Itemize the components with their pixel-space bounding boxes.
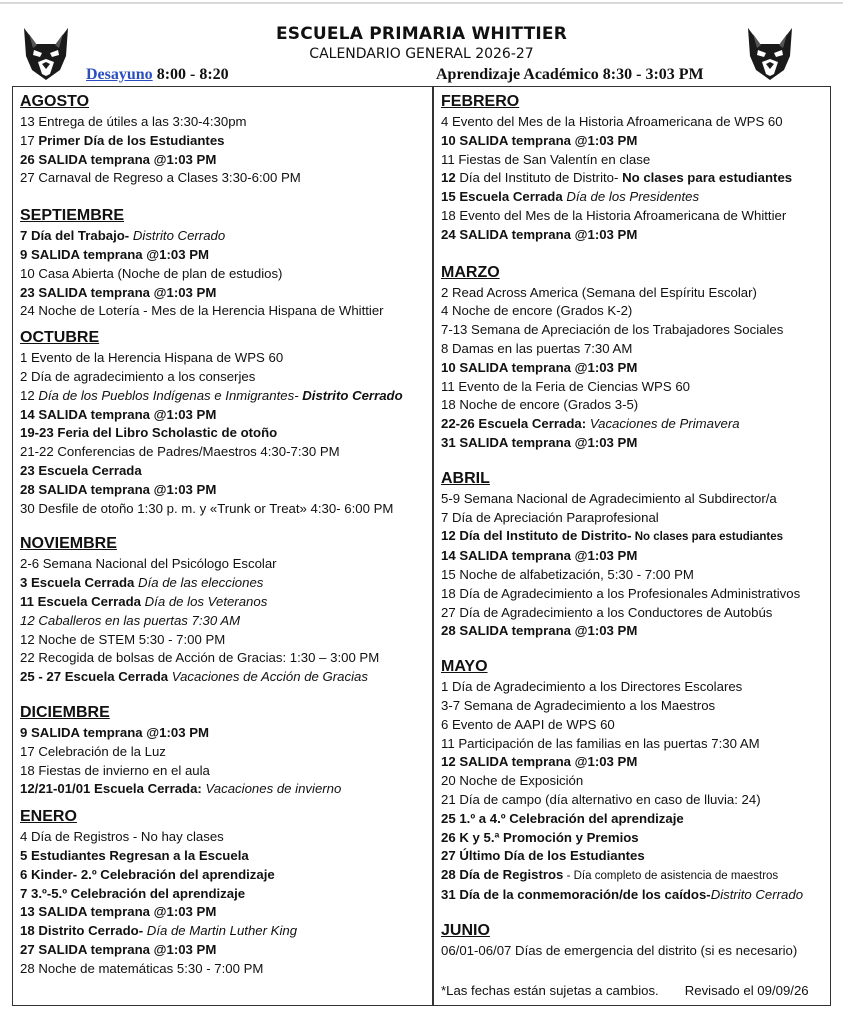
event-item: 12/21-01/01 Escuela Cerrada: Vacaciones de invierno <box>20 781 342 797</box>
month-heading: OCTUBRE <box>20 329 100 347</box>
event-item: 7 3.º-5.º Celebración del aprendizaje <box>20 885 246 901</box>
event-item: 27 Día de Agradecimiento a los Conductores de Autobús <box>441 604 773 620</box>
month-heading: DICIEMBRE <box>20 703 110 721</box>
event-item: 28 SALIDA temprana @1:03 PM <box>441 623 638 639</box>
event-item: 15 Noche de alfabetización, 5:30 - 7:00 PM <box>441 566 694 582</box>
event-item: 12 Noche de STEM 5:30 - 7:00 PM <box>20 631 226 647</box>
event-item: 22 Recogida de bolsas de Acción de Gracias: 1:30 – 3:00 PM <box>20 650 380 666</box>
event-item: 14 SALIDA temprana @1:03 PM <box>441 548 638 564</box>
event-item: 3-7 Semana de Agradecimiento a los Maestros <box>441 697 716 713</box>
event-item: 12 Día del Instituto de Distrito- No clases para estudiantes <box>441 170 793 186</box>
event-item: 18 Noche de encore (Grados 3-5) <box>441 397 639 413</box>
page-title: ESCUELA PRIMARIA WHITTIER <box>275 24 567 44</box>
month-heading: ABRIL <box>441 469 490 487</box>
event-item: 7 Día de Apreciación Paraprofesional <box>441 509 659 525</box>
event-item: 18 Distrito Cerrado- Día de Martin Luther King <box>20 923 298 939</box>
event-item: 11 Escuela Cerrada Día de los Veteranos <box>20 593 268 609</box>
month-junio <box>441 921 825 961</box>
event-item: 30 Desfile de otoño 1:30 p. m. y «Trunk or Treat» 4:30- 6:00 PM <box>20 500 394 516</box>
month-heading: ENERO <box>20 808 77 826</box>
event-item: 31 Día de la conmemoración/de los caídos-Distrito Cerrado <box>441 886 804 902</box>
month-heading: AGOSTO <box>20 93 90 110</box>
month-abril <box>441 469 825 641</box>
month-noviembre <box>20 534 428 687</box>
event-item: 9 SALIDA temprana @1:03 PM <box>20 246 209 262</box>
event-item: 5-9 Semana Nacional de Agradecimiento al Subdirector/a <box>441 490 777 506</box>
month-marzo <box>441 263 825 453</box>
month-diciembre <box>20 703 428 799</box>
page-top-rule <box>0 2 843 4</box>
event-item: 27 Carnaval de Regreso a Clases 3:30-6:00 PM <box>20 170 301 186</box>
event-item: 12 Día de los Pueblos Indígenas e Inmigrantes- Distrito Cerrado <box>20 387 403 403</box>
month-heading: SEPTIEMBRE <box>20 207 125 225</box>
event-item: 6 Evento de AAPI de WPS 60 <box>441 716 615 732</box>
month-enero <box>20 807 428 978</box>
event-item: 10 Casa Abierta (Noche de plan de estudios) <box>20 265 283 281</box>
event-item: 9 SALIDA temprana @1:03 PM <box>20 724 209 740</box>
month-heading: JUNIO <box>441 921 490 939</box>
column-divider <box>432 86 434 1006</box>
event-item: 4 Noche de encore (Grados K-2) <box>441 303 633 319</box>
event-item: 6 Kinder- 2.º Celebración del aprendizaje <box>20 866 275 882</box>
event-item: 28 Día de Registros - Día completo de asistencia de maestros <box>441 867 779 883</box>
breakfast-link[interactable]: Desayuno <box>86 66 153 83</box>
event-item: 11 Evento de la Feria de Ciencias WPS 60 <box>441 378 690 394</box>
page-subtitle: CALENDARIO GENERAL 2026-27 <box>309 46 534 62</box>
event-item: 28 Noche de matemáticas 5:30 - 7:00 PM <box>20 960 264 976</box>
event-item: 24 SALIDA temprana @1:03 PM <box>441 226 638 242</box>
event-item: 11 Fiestas de San Valentín en clase <box>441 151 651 167</box>
event-item: 25 - 27 Escuela Cerrada Vacaciones de Acción de Gracias <box>20 669 368 685</box>
event-item: 2-6 Semana Nacional del Psicólogo Escolar <box>20 556 277 572</box>
event-item: 21 Día de campo (día alternativo en caso de lluvia: 24) <box>441 791 761 807</box>
event-item: 2 Día de agradecimiento a los conserjes <box>20 368 256 384</box>
event-item: 27 Último Día de los Estudiantes <box>441 848 645 864</box>
event-item: 26 K y 5.ª Promoción y Premios <box>441 829 639 845</box>
event-item: 24 Noche de Lotería - Mes de la Herencia Hispana de Whittier <box>20 303 384 319</box>
event-item: 25 1.º a 4.º Celebración del aprendizaje <box>441 810 684 826</box>
event-item: 23 SALIDA temprana @1:03 PM <box>20 284 217 300</box>
event-item: 14 SALIDA temprana @1:03 PM <box>20 406 217 422</box>
dates-subject-to-change: *Las fechas están sujetas a cambios. <box>441 983 659 999</box>
event-item: 7-13 Semana de Apreciación de los Trabajadores Sociales <box>441 322 784 338</box>
event-item: 2 Read Across America (Semana del Espíritu Escolar) <box>441 284 757 300</box>
event-item: 13 SALIDA temprana @1:03 PM <box>20 904 217 920</box>
event-item: 17 Celebración de la Luz <box>20 743 166 759</box>
event-item: 18 Evento del Mes de la Historia Afroamericana de Whittier <box>441 207 787 223</box>
event-item: 1 Día de Agradecimiento a los Directores Escolares <box>441 679 743 695</box>
event-item: 17 Primer Día de los Estudiantes <box>20 132 225 148</box>
month-agosto <box>20 92 428 188</box>
event-item: 7 Día del Trabajo- Distrito Cerrado <box>20 228 226 244</box>
event-item: 10 SALIDA temprana @1:03 PM <box>441 132 638 148</box>
event-item: 12 Día del Instituto de Distrito- No clases para estudiantes <box>441 528 783 544</box>
month-heading: NOVIEMBRE <box>20 535 117 553</box>
event-item: 23 Escuela Cerrada <box>20 462 142 478</box>
month-heading: MAYO <box>441 658 488 676</box>
left-column <box>20 92 428 978</box>
event-item: 27 SALIDA temprana @1:03 PM <box>20 941 217 957</box>
event-item: 22-26 Escuela Cerrada: Vacaciones de Primavera <box>441 416 740 432</box>
footer-note <box>441 982 825 1001</box>
event-item: 28 SALIDA temprana @1:03 PM <box>20 481 217 497</box>
event-item: 11 Participación de las familias en las puertas 7:30 AM <box>441 735 760 751</box>
event-item: 1 Evento de la Herencia Hispana de WPS 60 <box>20 350 284 366</box>
month-febrero <box>441 92 825 245</box>
month-mayo <box>441 657 825 905</box>
month-octubre <box>20 328 428 518</box>
revision-date: Revisado el 09/09/26 <box>684 983 809 999</box>
academic-hours: Aprendizaje Académico 8:30 - 3:03 PM <box>436 66 704 83</box>
right-column <box>441 92 825 1001</box>
event-item: 18 Día de Agradecimiento a los Profesionales Administrativos <box>441 585 801 601</box>
month-heading: MARZO <box>441 263 500 281</box>
event-item: 06/01-06/07 Días de emergencia del distrito (si es necesario) <box>441 942 798 958</box>
event-item: 12 SALIDA temprana @1:03 PM <box>441 754 638 770</box>
event-item: 26 SALIDA temprana @1:03 PM <box>20 151 217 167</box>
breakfast-time: 8:00 - 8:20 <box>156 66 229 83</box>
event-item: 8 Damas en las puertas 7:30 AM <box>441 340 633 356</box>
event-item: 3 Escuela Cerrada Día de las elecciones <box>20 575 264 591</box>
event-item: 20 Noche de Exposición <box>441 773 584 789</box>
month-heading: FEBRERO <box>441 93 520 110</box>
event-item: 10 SALIDA temprana @1:03 PM <box>441 359 638 375</box>
event-item: 15 Escuela Cerrada Día de los Presidentes <box>441 189 700 205</box>
month-septiembre <box>20 206 428 321</box>
event-item: 13 Entrega de útiles a las 3:30-4:30pm <box>20 114 247 129</box>
event-item: 4 Día de Registros - No hay clases <box>20 829 224 845</box>
event-item: 18 Fiestas de invierno en el aula <box>20 762 210 778</box>
event-item: 5 Estudiantes Regresan a la Escuela <box>20 847 249 863</box>
event-item: 21-22 Conferencias de Padres/Maestros 4:30-7:30 PM <box>20 444 340 460</box>
breakfast-hours <box>86 66 229 84</box>
event-item: 4 Evento del Mes de la Historia Afroamericana de WPS 60 <box>441 114 783 129</box>
event-item: 19-23 Feria del Libro Scholastic de otoño <box>20 425 278 441</box>
event-item: 31 SALIDA temprana @1:03 PM <box>441 434 638 450</box>
event-item: 12 Caballeros en las puertas 7:30 AM <box>20 612 241 628</box>
